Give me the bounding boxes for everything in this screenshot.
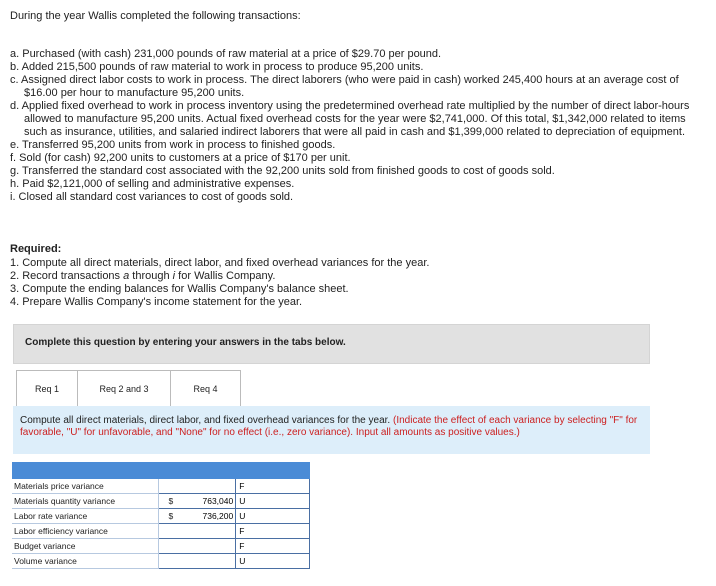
- variance-table: [12, 462, 310, 569]
- table-row: [12, 494, 310, 509]
- required-item: [10, 270, 429, 283]
- required-item-text: 2. Record transactions: [10, 270, 121, 282]
- transaction-item: g. Transferred the standard cost associated with the 92,200 units sold from finished goods to cost of goods sold.: [10, 165, 555, 177]
- transaction-list: [10, 48, 700, 204]
- effect-cell[interactable]: [236, 479, 310, 494]
- transaction-item: i. Closed all standard cost variances to cost of goods sold.: [10, 191, 294, 203]
- transaction-item: f. Sold (for cash) 92,200 units to customers at a price of $170 per unit.: [10, 152, 351, 164]
- variance-label: Materials price variance: [12, 479, 158, 494]
- variance-label: Labor rate variance: [12, 509, 158, 524]
- table-header-row: [12, 463, 310, 479]
- table-row: [12, 539, 310, 554]
- required-item-text: for Wallis Company.: [175, 270, 276, 282]
- amount-input[interactable]: [173, 481, 233, 491]
- currency-symbol: $: [168, 511, 174, 521]
- required-item: 1. Compute all direct materials, direct labor, and fixed overhead variances for the year.: [10, 257, 430, 269]
- tab-req-2-and-3[interactable]: Req 2 and 3: [78, 370, 171, 406]
- tab-req-4[interactable]: Req 4: [171, 370, 241, 406]
- effect-cell[interactable]: [236, 554, 310, 569]
- table-row: [12, 509, 310, 524]
- effect-select[interactable]: [239, 496, 309, 506]
- amount-input[interactable]: [173, 511, 233, 521]
- effect-cell[interactable]: [236, 494, 310, 509]
- amount-cell[interactable]: [158, 479, 236, 494]
- required-item: 3. Compute the ending balances for Wallis Company's balance sheet.: [10, 283, 349, 295]
- transaction-item: a. Purchased (with cash) 231,000 pounds of raw material at a price of $29.70 per pound.: [10, 48, 442, 60]
- amount-input[interactable]: [173, 526, 233, 536]
- required-item-text: through: [129, 270, 173, 282]
- required-list: [10, 257, 429, 309]
- variance-label: Budget variance: [12, 539, 158, 554]
- table-row: [12, 479, 310, 494]
- effect-select[interactable]: [239, 556, 309, 566]
- effect-select[interactable]: [239, 541, 309, 551]
- variance-label: Volume variance: [12, 554, 158, 569]
- effect-cell[interactable]: [236, 539, 310, 554]
- effect-cell[interactable]: [236, 524, 310, 539]
- instructions-banner: Complete this question by entering your answers in the tabs below.: [13, 324, 650, 364]
- required-item-italic: i: [172, 270, 176, 282]
- amount-input[interactable]: [173, 541, 233, 551]
- table-row: [12, 554, 310, 569]
- required-item: 4. Prepare Wallis Company's income statement for the year.: [10, 296, 303, 308]
- required-heading: Required:: [10, 243, 62, 255]
- instruction-note: (Indicate the effect of each variance by selecting "F" for favorable, "U" for unfavorable, and "None" for no effect (i.e., zero variance). Input all amounts as positive values.): [20, 415, 638, 438]
- amount-input[interactable]: [173, 496, 233, 506]
- required-item-italic: a: [123, 270, 130, 282]
- question-instruction: [13, 406, 650, 454]
- variance-label: Materials quantity variance: [12, 494, 158, 509]
- amount-cell[interactable]: [158, 554, 236, 569]
- tab-req-1[interactable]: Req 1: [16, 370, 78, 406]
- tab-bar: [16, 370, 241, 406]
- effect-select[interactable]: [239, 481, 309, 491]
- transaction-item: c. Assigned direct labor costs to work in process. The direct laborers (who were paid in cash) worked 245,400 hours at an average cost of $16.00 per hour to manufacture 95,200 units.: [10, 74, 679, 99]
- currency-symbol: $: [168, 496, 174, 506]
- variance-label: Labor efficiency variance: [12, 524, 158, 539]
- intro-text: During the year Wallis completed the following transactions:: [10, 10, 301, 22]
- transaction-item: d. Applied fixed overhead to work in process inventory using the predetermined overhead rate multiplied by the number of direct labor-hours allowed to manufacture 95,200 units. Actual fixed overhead costs for the year were $2,741,000. Of this total, $1,342,000 related to items such as insurance, utilities, and salaried indirect laborers that were all paid in cash and $1,399,000 related to depreciation of equipment.: [10, 100, 690, 138]
- transaction-item: h. Paid $2,121,000 of selling and administrative expenses.: [10, 178, 295, 190]
- amount-cell[interactable]: [158, 509, 236, 524]
- transaction-item: e. Transferred 95,200 units from work in process to finished goods.: [10, 139, 336, 151]
- effect-select[interactable]: [239, 511, 309, 521]
- amount-cell[interactable]: [158, 494, 236, 509]
- amount-input[interactable]: [173, 556, 233, 566]
- transaction-item: b. Added 215,500 pounds of raw material to work in process to produce 95,200 units.: [10, 61, 424, 73]
- table-row: [12, 524, 310, 539]
- effect-cell[interactable]: [236, 509, 310, 524]
- amount-cell[interactable]: [158, 539, 236, 554]
- amount-cell[interactable]: [158, 524, 236, 539]
- instruction-main: Compute all direct materials, direct labor, and fixed overhead variances for the year.: [20, 415, 391, 426]
- effect-select[interactable]: [239, 526, 309, 536]
